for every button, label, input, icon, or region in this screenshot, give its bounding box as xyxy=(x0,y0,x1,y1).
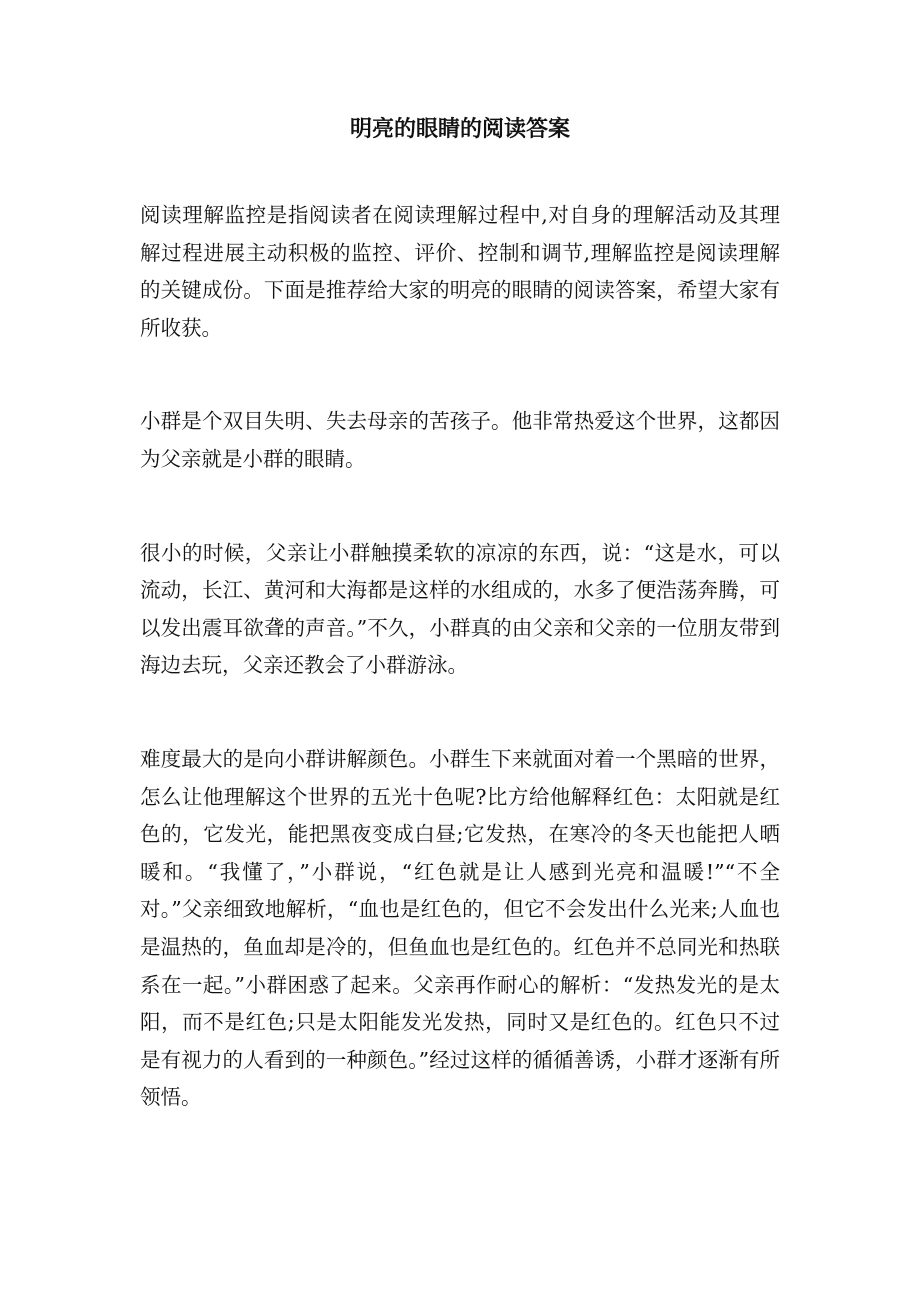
paragraph-3: 难度最大的是向小群讲解颜色。小群生下来就面对着一个黑暗的世界，怎么让他理解这个世界的五光十色呢?比方给他解释红色：太阳就是红色的，它发光，能把黑夜变成白昼;它发热，在寒冷的冬天也能把人晒暖和。“我懂了，”小群说，“红色就是让人感到光亮和温暖!”“不全对。”父亲细致地解析，“血也是红色的，但它不会发出什么光来;人血也是温热的，鱼血却是冷的，但鱼血也是红色的。红色并不总同光和热联系在一起。”小群困惑了起来。父亲再作耐心的解析：“发热发光的是太阳，而不是红色;只是太阳能发光发热，同时又是红色的。红色只不过是有视力的人看到的一种颜色。”经过这样的循循善诱，小群才逐渐有所领悟。 xyxy=(140,746,780,1110)
document-title: 明亮的眼睛的阅读答案 xyxy=(349,116,570,142)
paragraph-intro: 阅读理解监控是指阅读者在阅读理解过程中,对自身的理解活动及其理解过程进展主动积极的监控、评价、控制和调节,理解监控是阅读理解的关键成份。下面是推荐给大家的明亮的眼睛的阅读答案，希望大家有所收获。 xyxy=(140,203,780,340)
paragraph-2: 很小的时候，父亲让小群触摸柔软的凉凉的东西，说：“这是水，可以流动，长江、黄河和大海都是这样的水组成的，水多了便浩荡奔腾，可以发出震耳欲聋的声音。”不久，小群真的由父亲和父亲的一位朋友带到海边去玩，父亲还教会了小群游泳。 xyxy=(140,540,780,678)
document-body xyxy=(140,197,780,1117)
paragraph-1: 小群是个双目失明、失去母亲的苦孩子。他非常热爱这个世界，这都因为父亲就是小群的眼睛。 xyxy=(140,409,780,471)
